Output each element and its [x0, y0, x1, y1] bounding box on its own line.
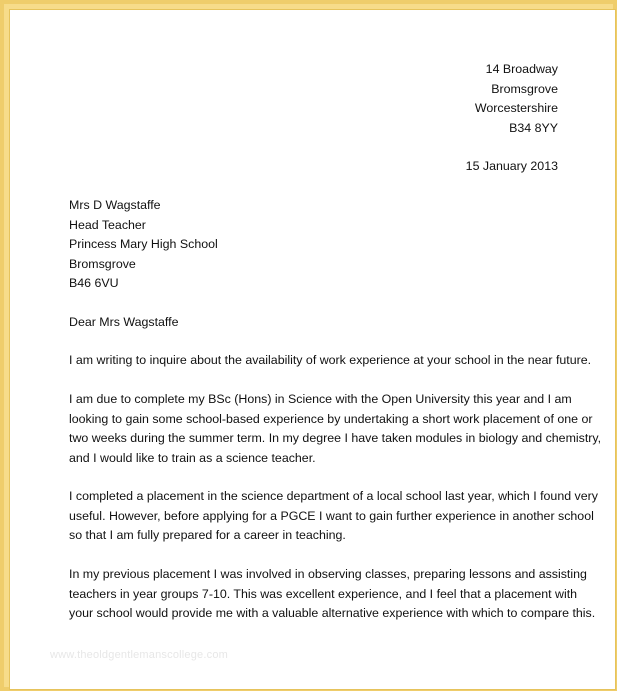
letter-page: [10, 10, 615, 689]
letter-date: 15 January 2013: [465, 159, 558, 173]
paragraph-line: I am writing to inquire about the availability of work experience at your school in the near future.: [69, 353, 592, 367]
paragraph-line: useful. However, before applying for a PGCE I want to gain further experience in another school: [69, 508, 594, 523]
sender-address-line: 14 Broadway: [485, 62, 558, 76]
recipient-address-line: B46 6VU: [69, 276, 119, 290]
paragraph-line: I am due to complete my BSc (Hons) in Science with the Open University this year and I am: [69, 392, 572, 406]
paragraph-line: two weeks during the summer term. In my degree I have taken modules in biology and chemistry,: [69, 431, 602, 445]
recipient-address-line: Princess Mary High School: [69, 237, 218, 251]
sender-address: [475, 60, 558, 138]
body-paragraph: [69, 351, 592, 371]
sender-address-line: Worcestershire: [474, 101, 558, 115]
recipient-address-line: Head Teacher: [69, 217, 146, 232]
paragraph-line: looking to gain some school-based experience by undertaking a short work placement of one or: [69, 411, 593, 426]
paragraph-line: I completed a placement in the science department of a local school last year, which I found very: [69, 489, 598, 503]
website-watermark: www.theoldgentlemanscollege.com: [50, 649, 229, 661]
body-paragraph: [69, 487, 598, 546]
sender-address-line: Bromsgrove: [491, 81, 558, 96]
body-paragraph: [69, 565, 596, 624]
paragraph-line: so that I am fully prepared for a career in teaching.: [69, 528, 346, 542]
recipient-address: [69, 196, 218, 294]
recipient-address-line: Mrs D Wagstaffe: [69, 198, 161, 212]
salutation: Dear Mrs Wagstaffe: [69, 315, 179, 329]
paragraph-line: your school would provide me with a valuable alternative experience with which to compare this.: [69, 606, 596, 620]
body-paragraph: [69, 390, 602, 468]
paragraph-line: and I would like to train as a science teacher.: [69, 450, 316, 465]
recipient-address-line: Bromsgrove: [69, 256, 136, 271]
paragraph-line: teachers in year groups 7-10. This was excellent experience, and I feel that a placement with: [69, 586, 578, 601]
paragraph-line: In my previous placement I was involved in observing classes, preparing lessons and assisting: [69, 567, 587, 581]
sender-address-line: B34 8YY: [509, 120, 558, 135]
